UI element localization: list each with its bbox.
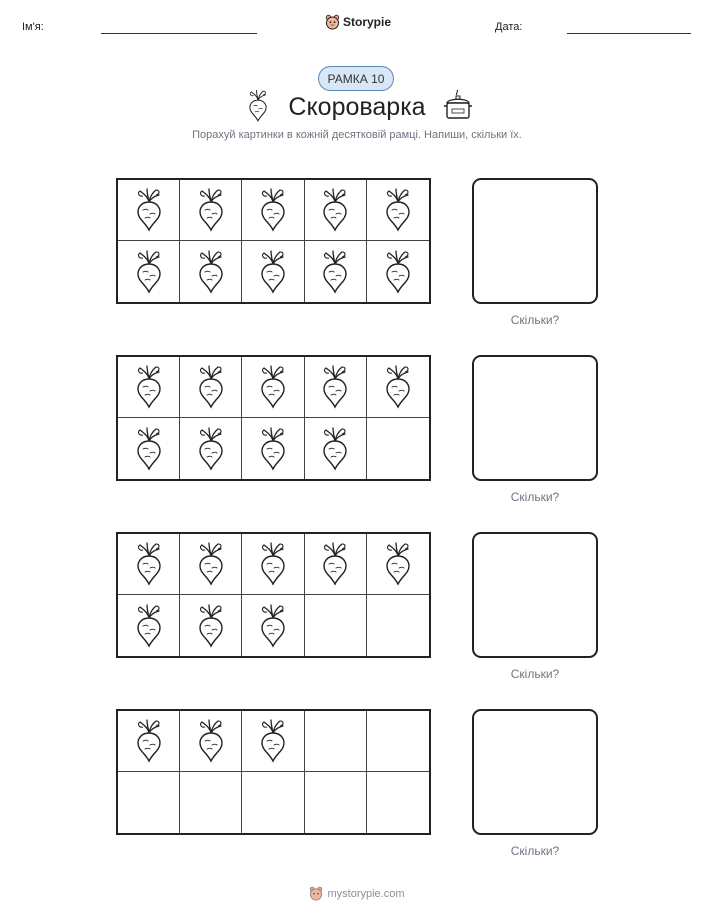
ten-frame	[116, 355, 431, 481]
brand-name: Storypie	[343, 15, 392, 29]
ten-frame-cell	[367, 241, 429, 302]
ten-frame-cell	[242, 534, 304, 595]
ten-frame-cell	[118, 711, 180, 772]
date-input-line[interactable]	[567, 33, 691, 34]
name-label: Ім'я:	[22, 21, 44, 33]
ten-frame-cell	[118, 418, 180, 479]
ten-frame-cell	[118, 357, 180, 418]
footer	[0, 886, 714, 901]
pressure-cooker-icon	[443, 89, 473, 123]
beet-icon	[259, 249, 287, 295]
beet-icon	[135, 249, 163, 295]
beet-icon	[321, 426, 349, 472]
ten-frame-cell	[305, 711, 367, 772]
how-many-label: Скільки?	[510, 313, 560, 327]
ten-frame-cell	[118, 241, 180, 302]
beet-icon	[135, 187, 163, 233]
ten-frame-cell	[118, 772, 180, 833]
ten-frame-cell	[242, 418, 304, 479]
beet-icon	[321, 541, 349, 587]
brand-logo	[325, 14, 391, 30]
beet-icon	[384, 541, 412, 587]
ten-frame-cell	[242, 772, 304, 833]
storypie-mascot-icon	[325, 14, 340, 30]
ten-frame-cell	[242, 711, 304, 772]
answer-box[interactable]	[472, 178, 598, 304]
beet-icon	[259, 187, 287, 233]
ten-frame-cell	[242, 595, 304, 656]
ten-frame-cell	[242, 241, 304, 302]
ten-frame-cell	[367, 711, 429, 772]
ten-frame-cell	[305, 241, 367, 302]
how-many-label: Скільки?	[510, 667, 560, 681]
beet-icon	[197, 541, 225, 587]
answer-box[interactable]	[472, 709, 598, 835]
ten-frame-cell	[118, 595, 180, 656]
date-label: Дата:	[495, 21, 523, 33]
ten-frame-cell	[367, 357, 429, 418]
ten-frame-cell	[180, 534, 242, 595]
ten-frame-cell	[367, 595, 429, 656]
beet-icon	[197, 364, 225, 410]
ten-frame-cell	[180, 241, 242, 302]
answer-box[interactable]	[472, 355, 598, 481]
ten-frame-cell	[305, 180, 367, 241]
answer-box[interactable]	[472, 532, 598, 658]
ten-frame-cell	[305, 534, 367, 595]
ten-frame-cell	[180, 418, 242, 479]
instructions: Порахуй картинки в кожній десятковій рамці. Напиши, скільки їх.	[192, 129, 522, 141]
ten-frame-cell	[180, 180, 242, 241]
beet-icon	[197, 249, 225, 295]
page-title: Скороварка	[288, 93, 426, 121]
beet-icon	[321, 249, 349, 295]
ten-frame-cell	[367, 534, 429, 595]
how-many-label: Скільки?	[510, 844, 560, 858]
frame-type-badge: РАМКА 10	[318, 66, 394, 91]
beet-icon	[259, 426, 287, 472]
ten-frame-cell	[118, 534, 180, 595]
ten-frame-cell	[305, 595, 367, 656]
beet-icon	[197, 718, 225, 764]
ten-frame-cell	[180, 711, 242, 772]
beet-icon	[197, 426, 225, 472]
ten-frame-cell	[242, 357, 304, 418]
ten-frame-cell	[180, 357, 242, 418]
beet-icon	[321, 364, 349, 410]
beet-icon	[135, 364, 163, 410]
beet-icon	[135, 718, 163, 764]
beet-icon	[384, 364, 412, 410]
storypie-mascot-icon	[309, 886, 323, 901]
beet-icon	[321, 187, 349, 233]
ten-frame-cell	[305, 357, 367, 418]
ten-frame	[116, 709, 431, 835]
how-many-label: Скільки?	[510, 490, 560, 504]
beet-icon	[197, 187, 225, 233]
ten-frame	[116, 178, 431, 304]
ten-frame	[116, 532, 431, 658]
beet-icon	[259, 541, 287, 587]
footer-url: mystorypie.com	[327, 887, 405, 900]
beet-icon	[259, 364, 287, 410]
ten-frame-cell	[367, 418, 429, 479]
beet-icon	[384, 249, 412, 295]
beet-icon	[135, 541, 163, 587]
ten-frame-cell	[180, 595, 242, 656]
beet-icon	[259, 603, 287, 649]
beet-icon	[197, 603, 225, 649]
beet-icon	[384, 187, 412, 233]
beet-icon	[135, 426, 163, 472]
ten-frame-cell	[367, 180, 429, 241]
beet-icon	[259, 718, 287, 764]
ten-frame-cell	[242, 180, 304, 241]
ten-frame-cell	[305, 418, 367, 479]
ten-frame-cell	[305, 772, 367, 833]
ten-frame-cell	[118, 180, 180, 241]
name-input-line[interactable]	[101, 33, 257, 34]
ten-frame-cell	[180, 772, 242, 833]
beet-icon	[135, 603, 163, 649]
ten-frame-cell	[367, 772, 429, 833]
